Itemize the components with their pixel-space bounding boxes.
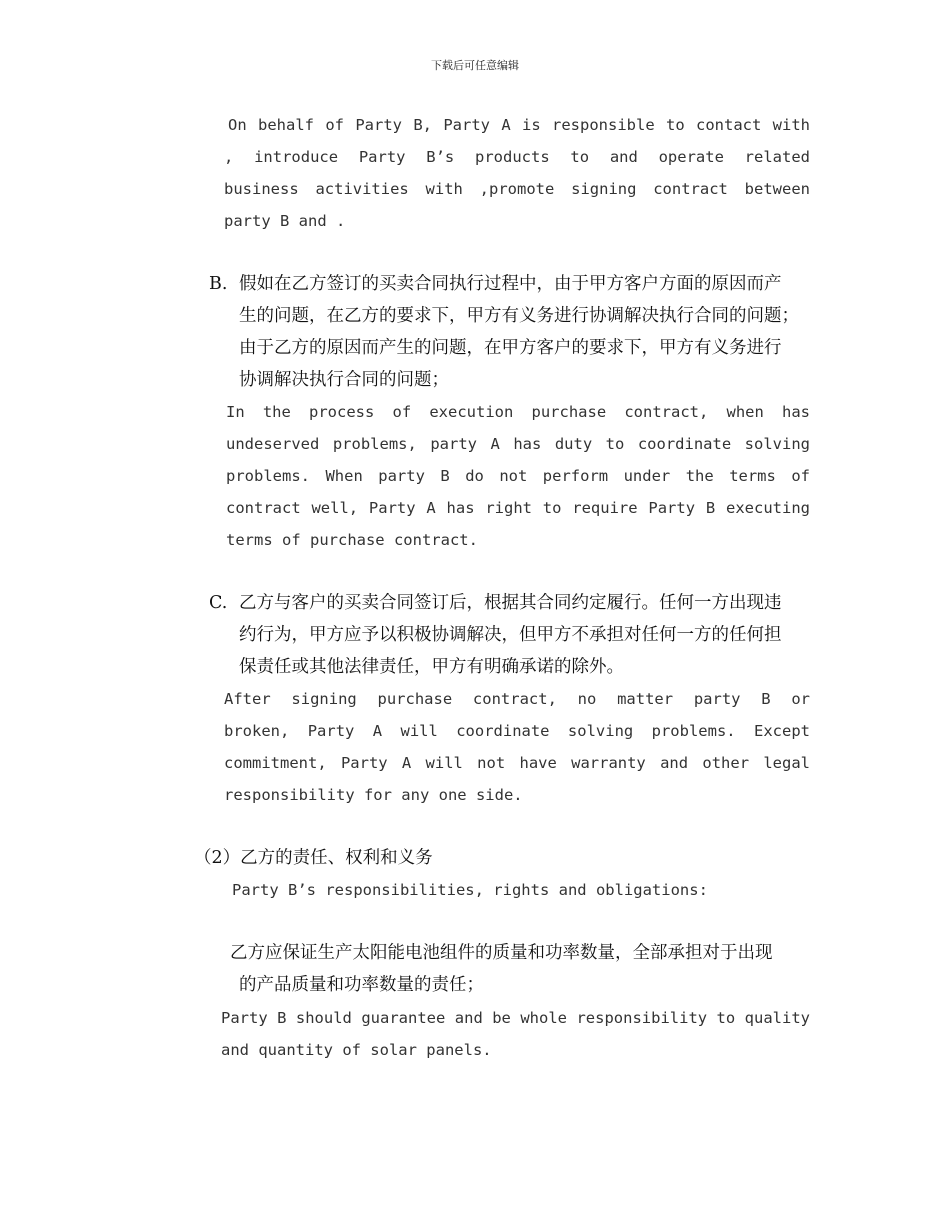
para-d-english [221, 1002, 810, 1066]
text-line: B. 假如在乙方签订的买卖合同执行过程中，由于甲方客户方面的原因而产 [209, 268, 819, 300]
text-line: responsibility for any one side. [224, 786, 523, 804]
text-line: 保责任或其他法律责任，甲方有明确承诺的除外。 [239, 657, 624, 677]
para-c-chinese [209, 587, 819, 683]
text-line: terms of purchase contract. [226, 531, 478, 549]
text-line: On behalf of Party B, Party A is responsible to contact with [228, 116, 810, 134]
section-2-title: （2）乙方的责任、权利和义务 [194, 848, 433, 868]
text-line: After signing purchase contract, no matter party B or [224, 690, 810, 708]
text-line: contract well, Party A has right to require Party B executing [226, 499, 810, 517]
text-line: problems. When party B do not perform under the terms of [226, 467, 810, 485]
text-line: party B and . [224, 212, 346, 230]
section-2-subtitle: Party B’s responsibilities, rights and obligations: [232, 881, 708, 899]
text-line: and quantity of solar panels. [221, 1041, 492, 1059]
text-line: Party B should guarantee and be whole responsibility to quality [221, 1009, 810, 1027]
list-marker: B. [209, 274, 228, 294]
para-d-chinese [230, 937, 820, 1001]
text-line: business activities with ,promote signing contract between [224, 180, 810, 198]
para-a-english [224, 109, 810, 237]
list-marker: C. [209, 593, 228, 613]
text-line: , introduce Party B’s products to and operate related [224, 148, 810, 166]
para-b-english [226, 396, 810, 556]
page-header: 下载后可任意编辑 [431, 59, 519, 72]
text-line: 乙方应保证生产太阳能电池组件的质量和功率数量，全部承担对于出现 [230, 943, 773, 963]
text-line: 生的问题，在乙方的要求下，甲方有义务进行协调解决执行合同的问题； [239, 306, 799, 326]
para-b-chinese [209, 268, 819, 396]
text-line: 的产品质量和功率数量的责任； [239, 975, 484, 995]
text-line: In the process of execution purchase contract, when has [226, 403, 810, 421]
text-line: 约行为，甲方应予以积极协调解决，但甲方不承担对任何一方的任何担 [239, 625, 782, 645]
text-line: C. 乙方与客户的买卖合同签订后，根据其合同约定履行。任何一方出现违 [209, 587, 819, 619]
para-c-english [224, 683, 810, 811]
text-line: 由于乙方的原因而产生的问题，在甲方客户的要求下，甲方有义务进行 [239, 338, 782, 358]
text-line: undeserved problems, party A has duty to coordinate solving [226, 435, 810, 453]
text-line: broken, Party A will coordinate solving problems. Except [224, 722, 810, 740]
text-line: 协调解决执行合同的问题； [239, 370, 449, 390]
text-line: commitment, Party A will not have warranty and other legal [224, 754, 810, 772]
